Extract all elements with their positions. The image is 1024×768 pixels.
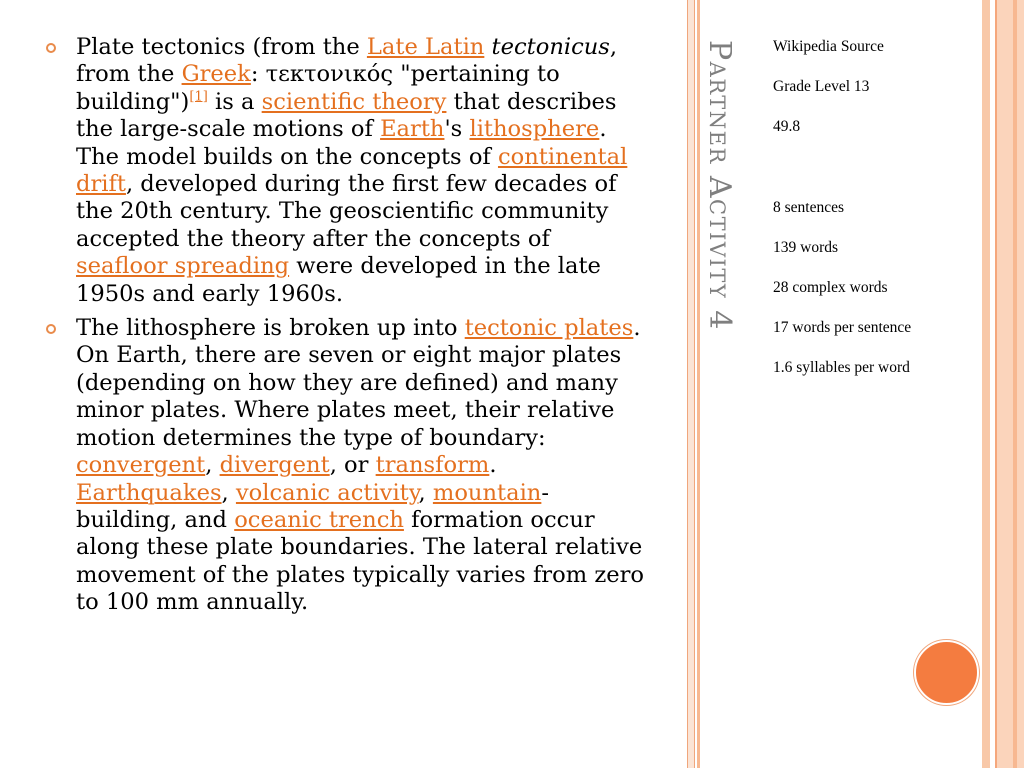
bullet-paragraph-2 [46,315,646,616]
body-text [46,34,646,624]
text: , developed during the first few decades of the 20th century. The geoscientific community accepted the theory after the concepts of [76,171,617,252]
bullet-paragraph-1 [46,34,646,308]
link-continental-drift[interactable]: continental drift [76,143,628,198]
stat-complex-words: 28 complex words [773,279,888,296]
bullet-circle-icon [46,324,56,334]
text: is a [207,88,262,115]
readability-stats [773,36,933,397]
text-italic: tectonicus [491,34,610,60]
text: . On Earth, there are seven or eight major plates (depending on how they are defined) and many minor plates. Where plates meet, their relative motion determines the type of boundary: [76,315,641,451]
stat-words: 139 words [773,239,839,256]
link-earthquakes[interactable]: Earthquakes [76,479,222,506]
stat-sentences: 8 sentences [773,199,845,216]
text: formation occur along these plate boundaries. The lateral relative movement of the plates typically varies from zero to 100 mm annually. [76,506,644,616]
text: were developed in the late 1950s and early 1960s. [76,253,601,307]
text [484,34,491,60]
link-convergent[interactable]: convergent [76,452,206,479]
text: , [221,479,236,506]
stat-source: Wikipedia Source [773,38,884,55]
text: 's [444,116,470,143]
link-lithosphere[interactable]: lithosphere [469,116,600,143]
divider-stripe [687,0,695,768]
edge-stripe [982,0,990,768]
link-volcanic-activity[interactable]: volcanic activity [235,479,419,506]
link-greek[interactable]: Greek [181,61,251,88]
stat-words-per-sentence: 17 words per sentence [773,319,912,336]
link-earth[interactable]: Earth [380,116,445,143]
slide-title: Partner Activity 4 [702,40,737,331]
link-divergent[interactable]: divergent [219,452,330,479]
stat-grade-level: Grade Level 13 [773,78,870,95]
text: that describes the large-scale motions of [76,88,617,143]
text: . [489,452,497,479]
link-footnote-1[interactable]: [1] [189,89,208,105]
stat-syllables-per-word: 1.6 syllables per word [773,359,910,376]
edge-stripe [995,0,1024,768]
link-late-latin[interactable]: Late Latin [366,34,485,60]
footnote [189,89,207,104]
stat-score: 49.8 [773,118,801,135]
link-tectonic-plates[interactable]: tectonic plates [464,315,634,342]
edge-stripe [1013,0,1017,768]
decorative-circle [914,640,979,705]
text: -building, and [76,479,549,533]
text: , [205,452,220,479]
link-seafloor-spreading[interactable]: seafloor spreading [76,253,290,280]
text: , [418,479,433,506]
link-scientific-theory[interactable]: scientific theory [261,88,447,115]
text: Plate tectonics (from the [76,34,367,60]
text: : τεκτονικός "pertaining to building") [76,61,560,115]
text: The lithosphere is broken up into [76,315,465,342]
divider-stripe [697,0,700,768]
bullet-circle-icon [46,43,56,53]
link-transform[interactable]: transform [375,452,490,479]
text: , from the [76,34,618,88]
link-oceanic-trench[interactable]: oceanic trench [234,506,404,533]
text: , or [329,452,376,479]
link-mountain[interactable]: mountain [432,479,542,506]
text: . The model builds on the concepts of [76,116,607,170]
